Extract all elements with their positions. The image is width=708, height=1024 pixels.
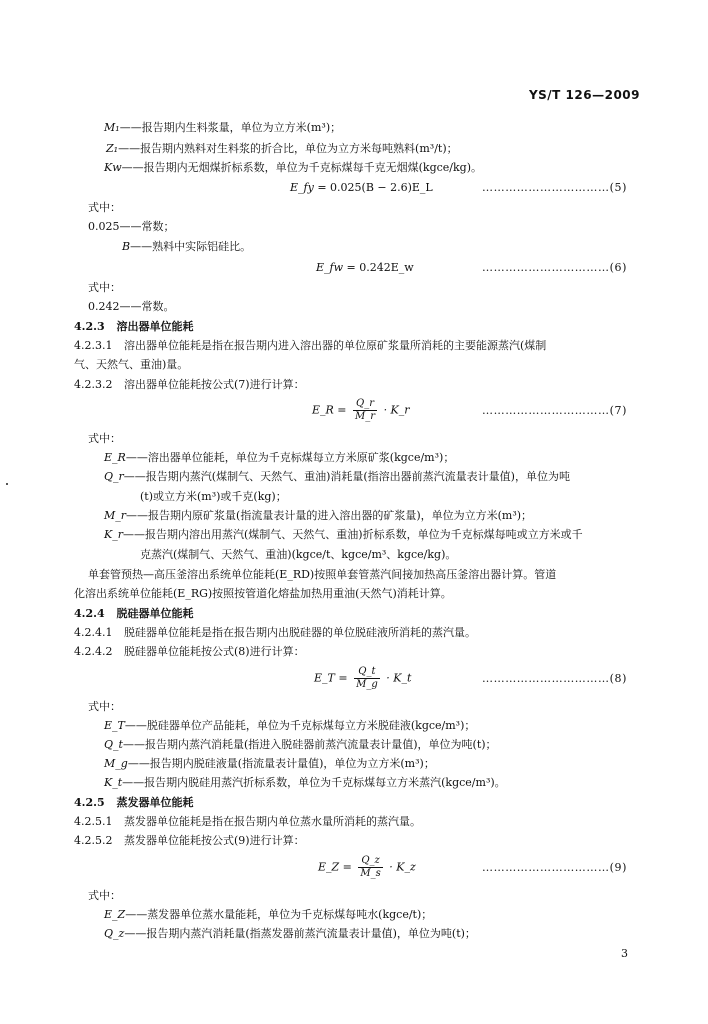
- scan-speck: [6, 483, 8, 485]
- symbol: B: [122, 240, 131, 253]
- symbol: Kw: [104, 161, 122, 174]
- definition-text: ——常数。: [119, 300, 175, 313]
- section-title: 脱硅器单位能耗: [116, 607, 194, 620]
- eq-number: (9): [609, 861, 627, 874]
- definition-text: ——报告期内熟料对生料浆的折合比，单位为立方米每吨熟料(m³/t)；: [118, 142, 458, 155]
- fraction: [353, 398, 377, 423]
- shizhong-label: 式中：: [88, 281, 121, 294]
- leader-dots: ……………………………: [482, 261, 610, 274]
- definition-Mr: [104, 509, 532, 523]
- section-number: 4.2.5: [74, 796, 105, 809]
- clause-text: 蒸发器单位能耗按公式(9)进行计算：: [123, 834, 305, 847]
- equation-rhs: = 0.025(B − 2.6)E_L: [317, 181, 433, 194]
- equation-8: E_T = $\frac{Q\_t}{M\_g}$ · K_t: [314, 666, 412, 690]
- clause-number: 4.2.5.1: [74, 815, 113, 828]
- symbol: E_T: [104, 719, 125, 732]
- symbol: M_r: [104, 509, 127, 522]
- symbol: Q_z: [104, 927, 125, 940]
- definition-text: ——溶出器单位能耗，单位为千克标煤每立方米原矿浆(kgce/m³)；: [125, 451, 455, 464]
- equation-lhs: E_T: [314, 671, 335, 685]
- definition-Z1: [106, 142, 458, 156]
- denominator: M_s: [360, 868, 381, 879]
- definition-text: ——脱硅器单位产品能耗，单位为千克标煤每立方米脱硅液(kgce/m³)；: [124, 719, 476, 732]
- clause-text: 蒸发器单位能耗是指在报告期内单位蒸水量所消耗的蒸汽量。: [123, 815, 421, 828]
- shizhong-label: 式中：: [88, 700, 121, 713]
- symbol: 0.242: [88, 300, 120, 313]
- constant-0242: [88, 300, 175, 314]
- clause-4-2-3-1-cont: 气、天然气、重油)量。: [74, 358, 189, 371]
- symbol: M₁: [104, 121, 120, 134]
- clause-4-2-5-1: [74, 815, 421, 829]
- equation-lhs: E_fw: [316, 261, 344, 274]
- fraction: [354, 666, 380, 691]
- paragraph-tube-line1: 单套管预热—高压釜溶出系统单位能耗(E_RD)按照单套管蒸汽间接加热高压釜溶出器计算。管道: [88, 568, 557, 581]
- definition-text: ——报告期内溶出用蒸汽(煤制气、天然气、重油)折标系数，单位为千克标煤每吨或立方米或千: [122, 528, 583, 541]
- equation-7-number: [482, 404, 627, 418]
- definition-ET: [104, 719, 475, 733]
- symbol: M_g: [104, 757, 128, 770]
- definition-M1: [104, 121, 341, 135]
- clause-4-2-4-2: [74, 645, 305, 659]
- equation-tail: · K_r: [383, 403, 410, 417]
- equation-6: [316, 261, 414, 275]
- equation-lhs: E_Z: [318, 860, 340, 874]
- definition-text: ——报告期内蒸汽(煤制气、天然气、重油)消耗量(指溶出器前蒸汽流量表计量值)，单位为吨: [123, 470, 570, 483]
- clause-number: 4.2.4.1: [74, 626, 113, 639]
- leader-dots: ……………………………: [482, 181, 610, 194]
- fraction: [358, 855, 382, 880]
- symbol: E_Z: [104, 908, 126, 921]
- symbol: K_r: [104, 528, 123, 541]
- clause-number: 4.2.5.2: [74, 834, 113, 847]
- definition-text: 克蒸汽(煤制气、天然气、重油)(kgce/t、kgce/m³、kgce/kg)。: [140, 548, 457, 561]
- section-number: 4.2.4: [74, 607, 105, 620]
- section-heading-4-2-4: [74, 607, 193, 621]
- equation-tail: · K_z: [389, 860, 416, 874]
- equation-6-number: [482, 261, 627, 275]
- shizhong-label: 式中：: [88, 432, 121, 445]
- clause-number: 4.2.4.2: [74, 645, 113, 658]
- clause-4-2-5-2: [74, 834, 305, 848]
- section-title: 蒸发器单位能耗: [116, 796, 194, 809]
- definition-ER: [104, 451, 454, 465]
- definition-text: ——报告期内原矿浆量(指流量表计量的进入溶出器的矿浆量)，单位为立方米(m³)；: [126, 509, 533, 522]
- definition-text: ——报告期内生料浆量，单位为立方米(m³)；: [119, 121, 342, 134]
- clause-4-2-3-1: [74, 339, 546, 353]
- shizhong-label: 式中：: [88, 889, 121, 902]
- equation-9: E_Z = $\frac{Q\_z}{M\_s}$ · K_z: [318, 855, 416, 879]
- definition-text: ——常数；: [119, 220, 175, 233]
- equation-5: [290, 181, 433, 195]
- standard-number: YS/T 126—2009: [528, 88, 640, 102]
- denominator: M_g: [356, 679, 378, 690]
- equation-lhs: E_fy: [290, 181, 314, 194]
- clause-4-2-3-2: [74, 378, 305, 392]
- symbol: Z₁: [106, 142, 119, 155]
- equation-8-number: [482, 672, 627, 686]
- constant-0025: [88, 220, 175, 234]
- eq-number: (6): [609, 261, 627, 274]
- definition-Kr: [104, 528, 583, 542]
- definition-text: ——报告期内脱硅用蒸汽折标系数，单位为千克标煤每立方米蒸汽(kgce/m³)。: [122, 776, 506, 789]
- symbol: 0.025: [88, 220, 120, 233]
- denominator: M_r: [355, 411, 376, 422]
- definition-Kr-cont: [140, 548, 456, 562]
- eq-number: (8): [609, 672, 627, 685]
- clause-text: 脱硅器单位能耗是指在报告期内出脱硅器的单位脱硅液所消耗的蒸汽量。: [123, 626, 476, 639]
- clause-text: 溶出器单位能耗是指在报告期内进入溶出器的单位原矿浆量所消耗的主要能源蒸汽(煤制: [123, 339, 547, 352]
- clause-text: 脱硅器单位能耗按公式(8)进行计算：: [123, 645, 305, 658]
- equation-rhs: = 0.242E_w: [346, 261, 414, 274]
- definition-text: ——报告期内蒸汽消耗量(指进入脱硅器前蒸汽流量表计量值)，单位为吨(t)；: [122, 738, 497, 751]
- definition-Qr-cont: [140, 490, 287, 504]
- equation-9-number: [482, 861, 627, 875]
- definition-text: ——报告期内脱硅液量(指流量表计量值)，单位为立方米(m³)；: [127, 757, 435, 770]
- definition-text: ——蒸发器单位蒸水量能耗，单位为千克标煤每吨水(kgce/t)；: [125, 908, 433, 921]
- section-heading-4-2-3: [74, 320, 193, 334]
- symbol: Q_t: [104, 738, 123, 751]
- section-number: 4.2.3: [74, 320, 105, 333]
- page-number: 3: [621, 947, 628, 960]
- constant-B: [122, 240, 251, 254]
- clause-4-2-4-1: [74, 626, 476, 640]
- numerator: Q_r: [353, 398, 377, 411]
- clause-number: 4.2.3.1: [74, 339, 113, 352]
- section-title: 溶出器单位能耗: [116, 320, 194, 333]
- numerator: Q_z: [358, 855, 382, 868]
- leader-dots: ……………………………: [482, 672, 610, 685]
- symbol: Q_r: [104, 470, 124, 483]
- leader-dots: ……………………………: [482, 404, 610, 417]
- leader-dots: ……………………………: [482, 861, 610, 874]
- definition-text: ——熟料中实际铝硅比。: [130, 240, 252, 253]
- equation-lhs: E_R: [312, 403, 334, 417]
- paragraph-tube-line2: 化溶出系统单位能耗(E_RG)按照按管道化熔盐加热用重油(天然气)消耗计算。: [74, 587, 452, 600]
- definition-Qr: [104, 470, 570, 484]
- definition-Kw: [104, 161, 482, 175]
- eq-number: (7): [609, 404, 627, 417]
- section-heading-4-2-5: [74, 796, 193, 810]
- symbol: E_R: [104, 451, 126, 464]
- equation-tail: · K_t: [386, 671, 412, 685]
- definition-text: ——报告期内蒸汽消耗量(指蒸发器前蒸汽流量表计量值)，单位为吨(t)；: [124, 927, 476, 940]
- definition-Kt: [104, 776, 506, 790]
- definition-Mg: [104, 757, 435, 771]
- shizhong-label: 式中：: [88, 201, 121, 214]
- symbol: K_t: [104, 776, 123, 789]
- definition-text: ——报告期内无烟煤折标系数，单位为千克标煤每千克无烟煤(kgce/kg)。: [121, 161, 483, 174]
- eq-number: (5): [609, 181, 627, 194]
- equation-7: E_R = $\frac{Q\_r}{M\_r}$ · K_r: [312, 398, 410, 422]
- definition-Qt: [104, 738, 497, 752]
- definition-text: (t)或立方米(m³)或千克(kg)；: [140, 490, 287, 503]
- clause-text: 溶出器单位能耗按公式(7)进行计算：: [123, 378, 305, 391]
- numerator: Q_t: [354, 666, 380, 679]
- definition-Qz: [104, 927, 476, 941]
- definition-EZ: [104, 908, 432, 922]
- clause-number: 4.2.3.2: [74, 378, 113, 391]
- equation-5-number: [482, 181, 627, 195]
